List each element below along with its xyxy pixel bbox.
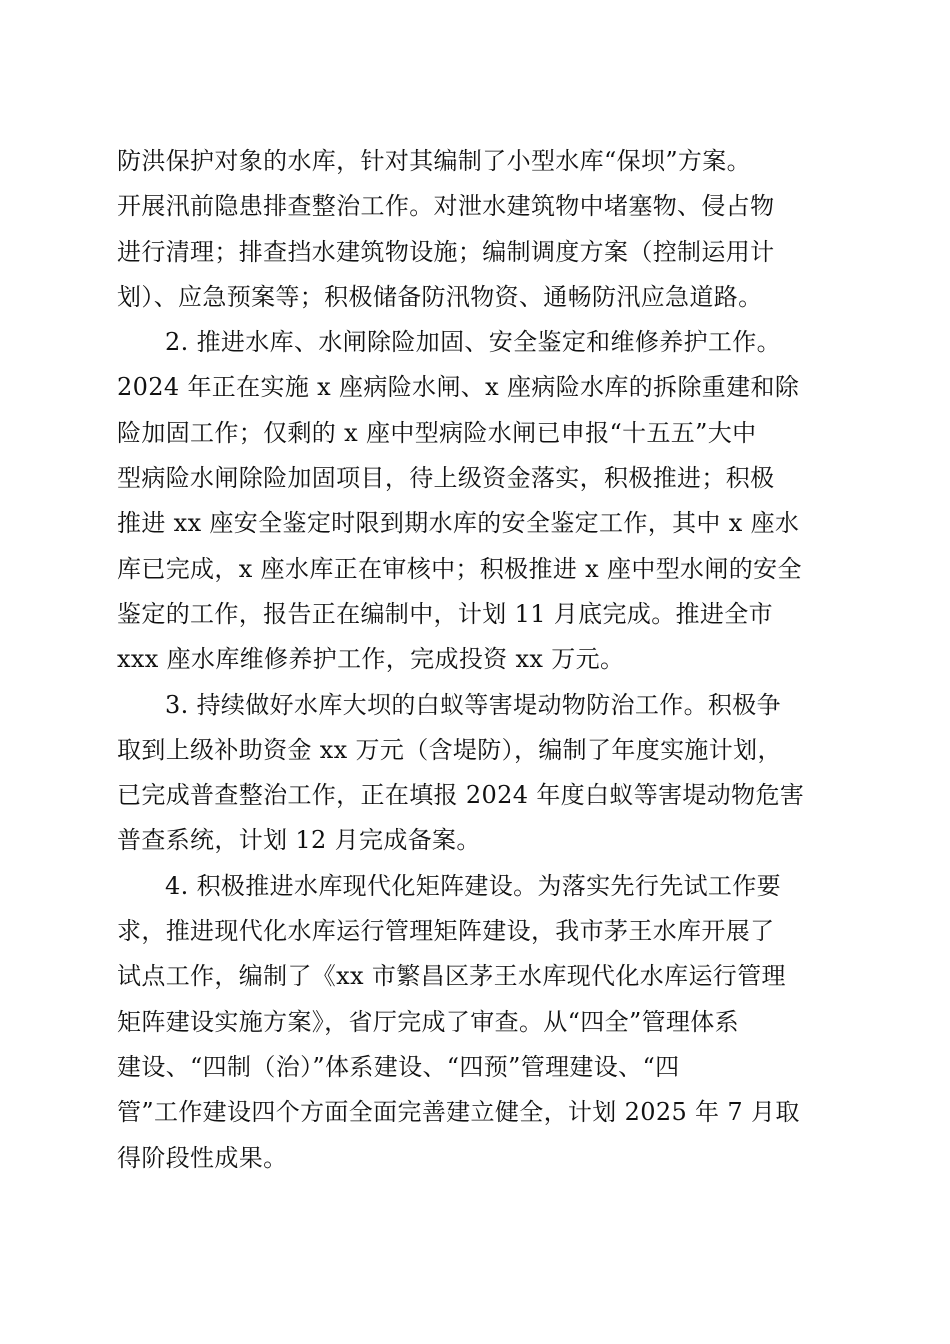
text-line: 取到上级补助资金 xx 万元（含堤防），编制了年度实施计划，: [117, 735, 782, 764]
text-line: 得阶段性成果。: [117, 1143, 288, 1172]
text-line: 防洪保护对象的水库，针对其编制了小型水库“保坝”方案。: [117, 147, 751, 175]
text-line: 试点工作，编制了《xx 市繁昌区茅王水库现代化水库运行管理: [117, 962, 786, 991]
text-line: 已完成普查整治工作，正在填报 2024 年度白蚁等害堤动物危害: [117, 781, 805, 810]
text-line: xxx 座水库维修养护工作，完成投资 xx 万元。: [117, 645, 625, 674]
document-body: [117, 139, 827, 1181]
text-line: 型病险水闸除险加固项目，待上级资金落实，积极推进；积极: [117, 464, 775, 493]
text-line: 划）、应急预案等；积极储备防汛物资、通畅防汛应急道路。: [117, 282, 763, 311]
section-2-heading-line: 2. 推进水库、水闸除险加固、安全鉴定和维修养护工作。: [165, 328, 781, 357]
text-line: 管”工作建设四个方面全面完善建立健全，计划 2025 年 7 月取: [117, 1098, 800, 1127]
text-line: 推进 xx 座安全鉴定时限到期水库的安全鉴定工作，其中 x 座水: [117, 509, 800, 538]
text-line: 建设、“四制（治）”体系建设、“四预”管理建设、“四: [117, 1052, 680, 1081]
text-line: 普查系统，计划 12 月完成备案。: [117, 826, 481, 855]
text-line: 开展汛前隐患排查整治工作。对泄水建筑物中堵塞物、侵占物: [117, 192, 775, 221]
text-line: 求，推进现代化水库运行管理矩阵建设，我市茅王水库开展了: [117, 917, 775, 946]
text-line: 矩阵建设实施方案》，省厅完成了审查。从“四全”管理体系: [117, 1007, 739, 1036]
text-line: 2024 年正在实施 x 座病险水闸、x 座病险水库的拆除重建和除: [117, 373, 800, 402]
text-line: 进行清理；排查挡水建筑物设施；编制调度方案（控制运用计: [117, 237, 775, 266]
text-line: 库已完成，x 座水库正在审核中；积极推进 x 座中型水闸的安全: [117, 554, 802, 583]
text-line: 鉴定的工作，报告正在编制中，计划 11 月底完成。推进全市: [117, 599, 773, 628]
text-line: 险加固工作；仅剩的 x 座中型病险水闸已申报“十五五”大中: [117, 418, 757, 447]
section-4-heading-line: 4. 积极推进水库现代化矩阵建设。为落实先行先试工作要: [165, 871, 781, 900]
section-3-heading-line: 3. 持续做好水库大坝的白蚁等害堤动物防治工作。积极争: [165, 690, 781, 719]
